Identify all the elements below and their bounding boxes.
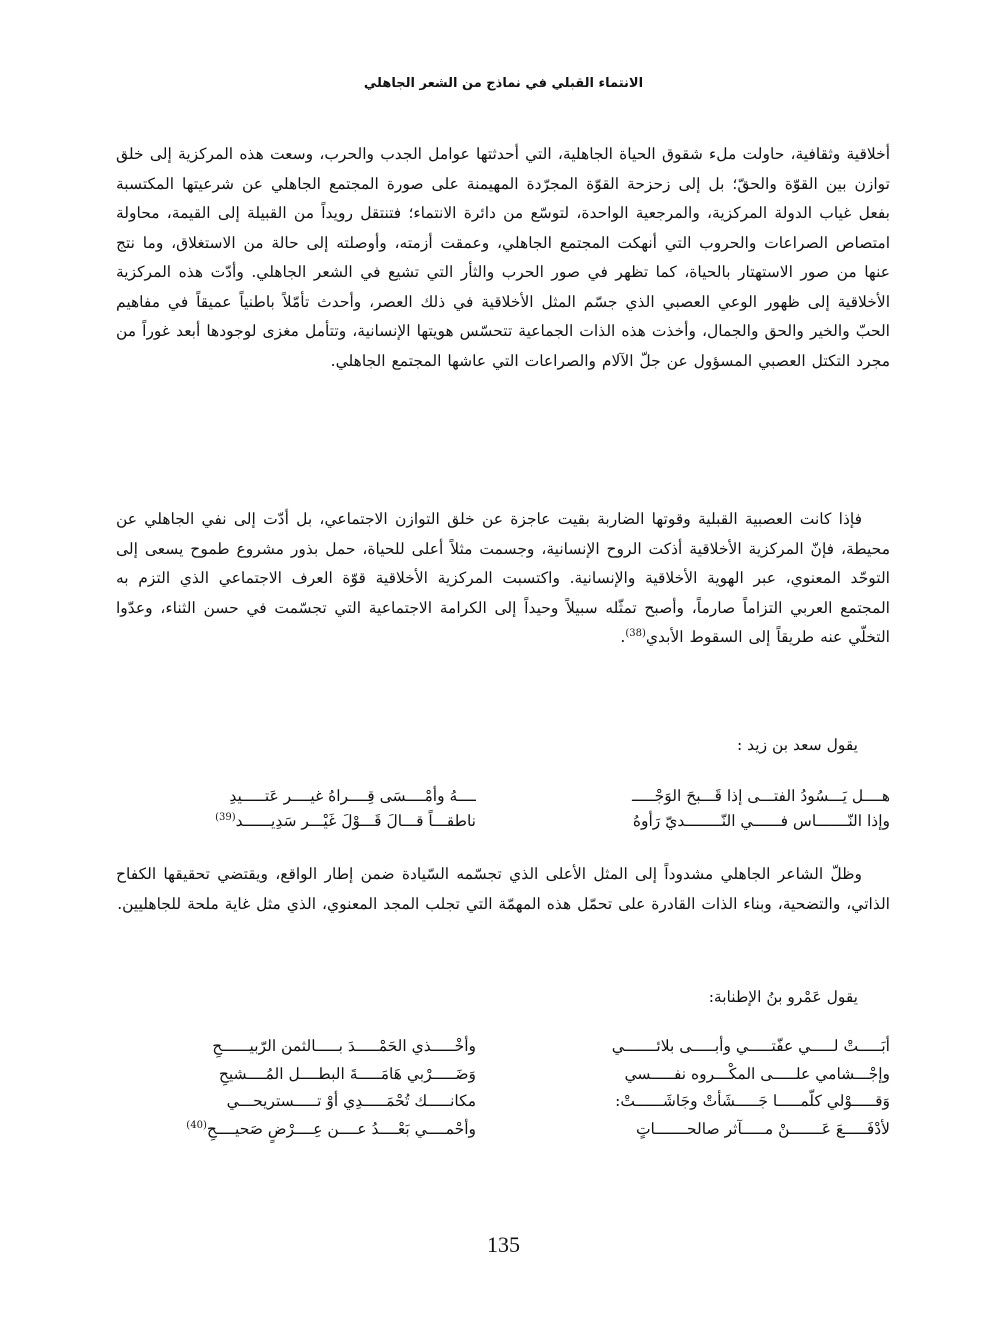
verse-intro-2: يقول عَمْرو بنُ الإطنابة: — [708, 988, 858, 1006]
paragraph-2 — [116, 505, 890, 653]
verse-hemistich-second — [116, 1116, 476, 1144]
verse-line — [116, 1116, 890, 1144]
verse-hemistich-first: أبَـــــتْ لـــــي عفّتـــــي وأبـــــى بلائـــــــي — [611, 1037, 890, 1055]
verse-hemistich-text: وأحْمــــي بَعْــــدُ عــــن عِــــرْضٍ صَحيــــحِ — [206, 1119, 476, 1138]
verse-hemistich-first: وإجْـــشامي علـــــى المكْـــروه نفـــــسي — [624, 1064, 890, 1083]
verse-line — [116, 1088, 890, 1116]
verse-hemistich-text: ــــهُ وأمْــــسَى قِــــراهُ غيــــر عَتـــــيدِ — [229, 787, 476, 805]
verse-hemistich-second — [116, 809, 476, 834]
verse-hemistich-first: لأدْفَـــــعَ عَـــــــنْ مـــــآثر صالحـــــــاتٍ — [635, 1119, 890, 1138]
footnote-ref-40: (40) — [186, 1119, 207, 1131]
verse-hemistich-second — [116, 784, 476, 809]
footnote-ref-38: (38) — [625, 627, 646, 639]
verse-line — [116, 1033, 890, 1061]
paragraph-2-end: . — [620, 628, 626, 646]
verse-hemistich-text: ناطقـــاً قـــالَ قَـــوْلَ غَيْـــر سَدِيــــــد — [235, 812, 476, 830]
page-number: 135 — [487, 1232, 520, 1257]
footnote-ref-39: (39) — [215, 811, 236, 823]
verse-hemistich-second: وَضَـــــرْبي هَامَـــــةَ البطــــل المُــــشيحِ — [218, 1064, 476, 1083]
verse-line — [116, 809, 890, 834]
paragraph-2-text: فإذا كانت العصبية القبلية وقوتها الضاربة بقيت عاجزة عن خلق التوازن الاجتماعي، بل أدّت إلى نفي الجاهلي عن محيطة، فإنّ المركزية الأخلاقية أذكت الروح الإنسانية، وجسمت مثلاً أعلى للحياة، حمل بذور مشروع طموح يسعى إلى التوحّد المعنوي، عبر الهوية الأخلاقية والإنسانية. واكتسبت المركزية الأخلاقية قوّة العرف الاجتماعي الذي التزم به المجتمع العربي التزاماً صارماً، وأصبح تمثّله سبيلاً وحيداً إلى الكرامة الاجتماعية التي تجسّمت في حسن الثناء، وعدّوا التخلّي عنه طريقاً إلى السقوط الأبدي — [116, 510, 890, 646]
verse-hemistich-second: وأخْـــــذي الحَمْـــــدَ بـــــالثمن الرّبيــــــحِ — [212, 1037, 476, 1055]
paragraph-1: أخلاقية وثقافية، حاولت ملء شقوق الحياة الجاهلية، التي أحدثتها عوامل الجدب والحرب، وسعت هذه المركزية إلى خلق توازن بين القوّة والحقّ؛ بل إلى زحزحة القوّة المجرّدة المهيمنة على صورة المجتمع الجاهلي عن شرعيتها المكتسبة بفعل غياب الدولة المركزية، والمرجعية الواحدة، لتوسّع من دائرة الانتماء؛ فتنتقل رويداً من القبيلة إلى القيمة، محاولة امتصاص الصراعات والحروب التي أنهكت المجتمع الجاهلي، وعمقت أزمته، وأوصلته إلى حالة من الاستغلاق، وما نتج عنها من صور الاستهتار بالحياة، كما تظهر في صور الحرب والثأر التي تشيع في الشعر الجاهلي. وأدّت هذه المركزية الأخلاقية إلى ظهور الوعي العصبي الذي جسّم المثل الأخلاقية في ذلك العصر، وأحدث تأمّلاً باطنياً عميقاً في مفاهيم الحبّ والخير والحق والجمال، وأخذت هذه الذات الجماعية تتحسّس هويتها الإنسانية، وتتأمل مغزى لوجودها أبعد غوراً من مجرد التكتل العصبي المسؤول عن جلّ الآلام والصراعات التي عاشها المجتمع الجاهلي. — [116, 145, 890, 370]
paragraph-3: وظلّ الشاعر الجاهلي مشدوداً إلى المثل الأعلى الذي تجسّمه السّيادة ضمن إطار الواقع، ويقتضي تحقيقها الكفاح الذاتي، والتضحية، وبناء الذات القادرة على تحمّل هذه المهمّة التي تجلب المجد المعنوي، الذي مثل غاية ملحة للجاهليين. — [116, 865, 890, 913]
verse-hemistich-first: وَقـــــوْلي كلّمـــــا جَـــــشَأتْ وجَاشَــــــتْ: — [615, 1092, 890, 1110]
verse-line — [116, 784, 890, 809]
verse-hemistich-first: هــــل يَـــسُودُ الفتـــى إذا قَـــبحَ الوَجْـــــ — [631, 787, 890, 805]
verse-hemistich-first: وإذا النّـــــــاس فــــــي النّــــــــديّ رَأوهُ — [632, 812, 890, 830]
poem-1 — [116, 784, 890, 834]
verse-hemistich-second: مكانـــــك تُحْمَـــــدِي أوْ تـــــستريحـــي — [226, 1092, 476, 1110]
verse-intro-1: يقول سعد بن زيد : — [736, 736, 858, 754]
verse-line — [116, 1061, 890, 1089]
poem-2 — [116, 1033, 890, 1143]
running-header: الانتماء القبلي في نماذج من الشعر الجاهلي — [363, 76, 644, 91]
